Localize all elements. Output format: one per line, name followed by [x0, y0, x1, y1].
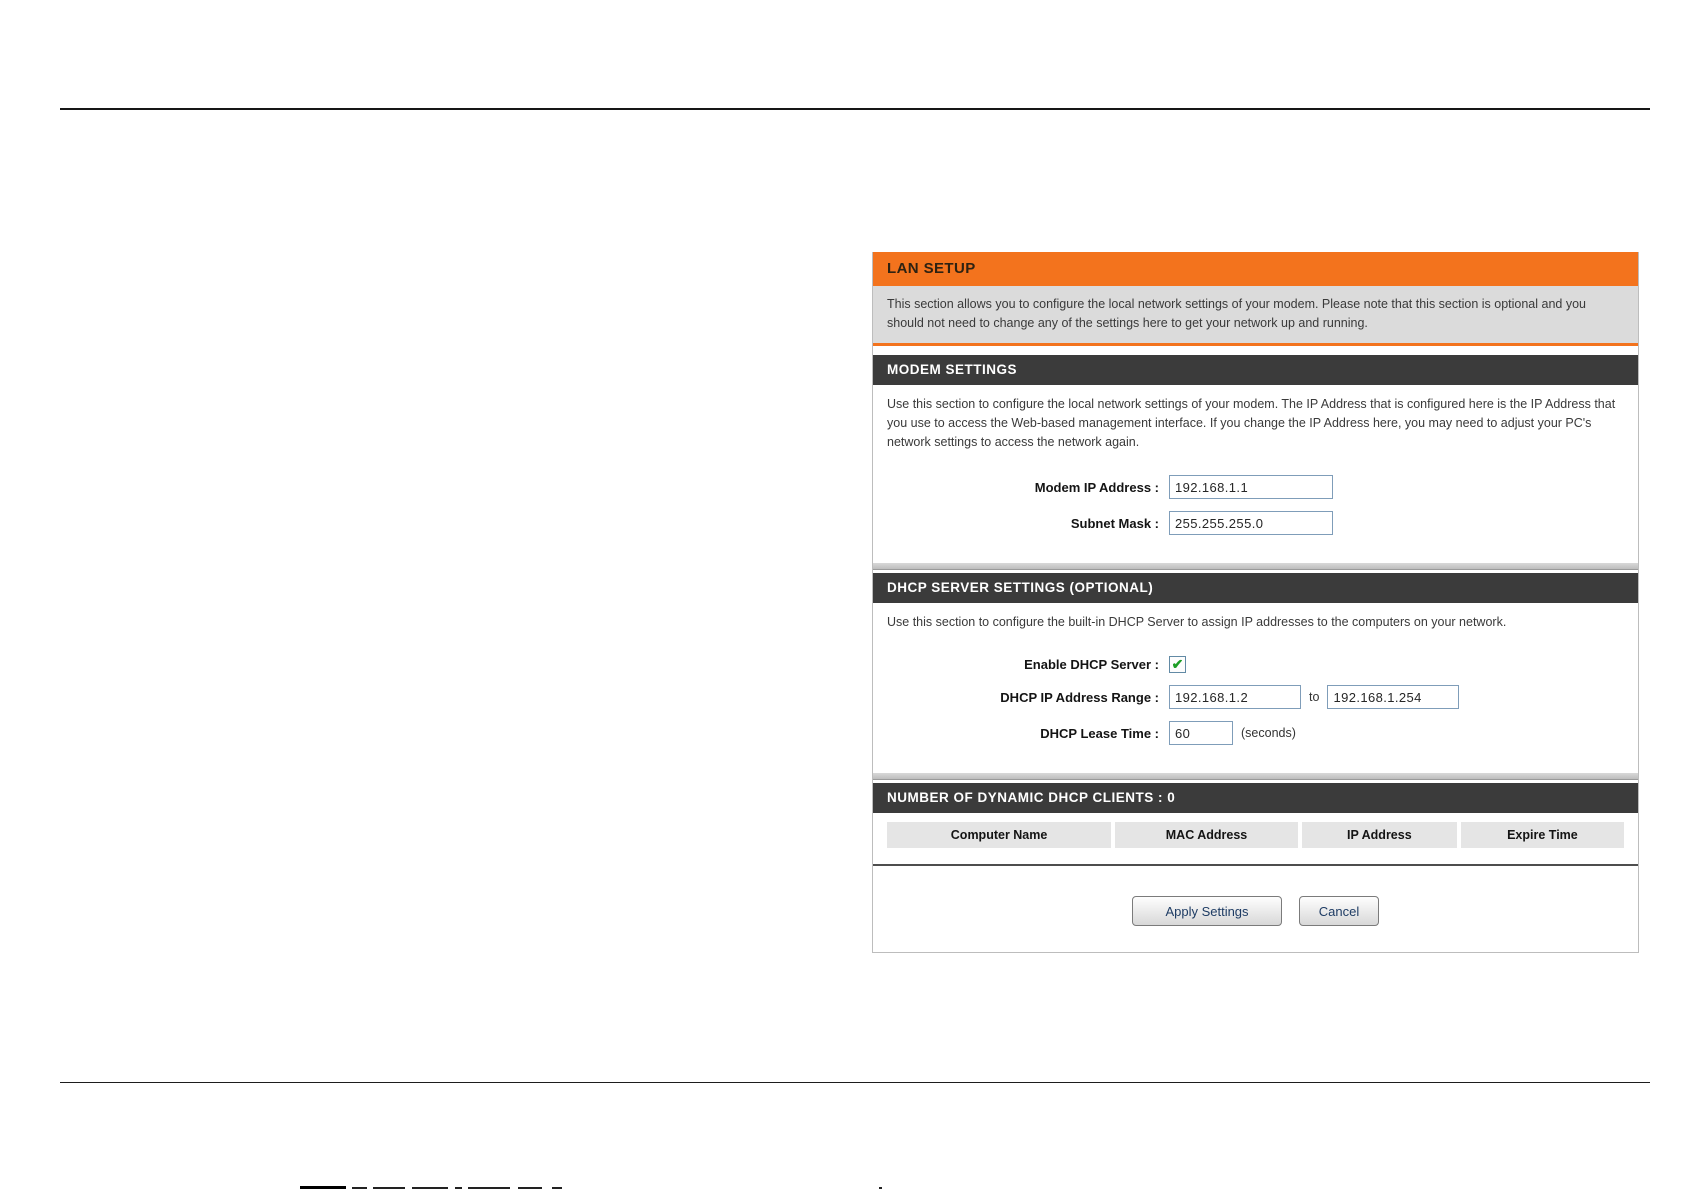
dhcp-settings-header [873, 573, 1638, 603]
dhcp-lease-suffix: (seconds) [1241, 726, 1296, 740]
enable-dhcp-label: Enable DHCP Server : [1024, 657, 1159, 672]
section-separator [873, 773, 1638, 780]
dhcp-clients-table [873, 813, 1638, 864]
dhcp-range-end-input[interactable] [1327, 685, 1459, 709]
modem-ip-input[interactable] [1169, 475, 1333, 499]
lan-setup-header [873, 252, 1638, 286]
modem-settings-description: Use this section to configure the local network settings of your modem. The IP Address that is configured here is the IP Address that you use to access the Web-based management interface. If you change the IP Address here, you may need to adjust your PC's network settings to access the network again. [887, 397, 1616, 449]
modem-settings-title: MODEM SETTINGS [887, 362, 1018, 377]
column-header-mac-address: MAC Address [1115, 822, 1298, 848]
column-header-expire-time: Expire Time [1461, 822, 1624, 848]
dhcp-settings-title: DHCP SERVER SETTINGS (OPTIONAL) [887, 580, 1154, 596]
dhcp-lease-label: DHCP Lease Time : [1040, 725, 1159, 741]
modem-settings-header [873, 355, 1638, 385]
dhcp-settings-description: Use this section to configure the built-in DHCP Server to assign IP addresses to the computers on your network. [887, 615, 1507, 630]
enable-dhcp-checkbox[interactable]: ✔ [1169, 656, 1186, 673]
dhcp-lease-row [887, 721, 1624, 745]
modem-ip-label: Modem IP Address : [1034, 479, 1159, 495]
column-header-ip-address: IP Address [1302, 822, 1457, 848]
dhcp-range-row [887, 685, 1624, 709]
dhcp-lease-input[interactable] [1169, 721, 1233, 745]
dhcp-range-to-text: to [1309, 690, 1320, 704]
apply-settings-button[interactable]: Apply Settings [1132, 896, 1282, 926]
section-spacer [873, 346, 1638, 355]
dhcp-range-label: DHCP IP Address Range : [1000, 689, 1159, 705]
lan-setup-title: LAN SETUP [887, 260, 976, 277]
top-horizontal-rule [60, 108, 1650, 110]
lan-setup-panel [872, 252, 1639, 953]
dhcp-settings-form [873, 638, 1638, 773]
column-header-computer-name: Computer Name [887, 822, 1111, 848]
panel-footer [873, 864, 1638, 952]
dhcp-range-start-input[interactable] [1169, 685, 1301, 709]
modem-ip-row [887, 475, 1624, 499]
enable-dhcp-row [887, 656, 1624, 673]
subnet-mask-row [887, 511, 1624, 535]
section-separator [873, 563, 1638, 570]
subnet-mask-input[interactable] [1169, 511, 1333, 535]
modem-settings-form [873, 457, 1638, 563]
bottom-horizontal-rule [60, 1082, 1650, 1083]
subnet-mask-label: Subnet Mask : [1070, 515, 1159, 531]
dhcp-clients-title: NUMBER OF DYNAMIC DHCP CLIENTS : 0 [887, 790, 1176, 805]
cancel-button[interactable]: Cancel [1299, 896, 1379, 926]
lan-setup-description: This section allows you to configure the local network settings of your modem. Please note that this section is optional and you should not need to change any of the settings here to get your network up and running. [873, 286, 1638, 346]
dhcp-clients-header [873, 783, 1638, 813]
